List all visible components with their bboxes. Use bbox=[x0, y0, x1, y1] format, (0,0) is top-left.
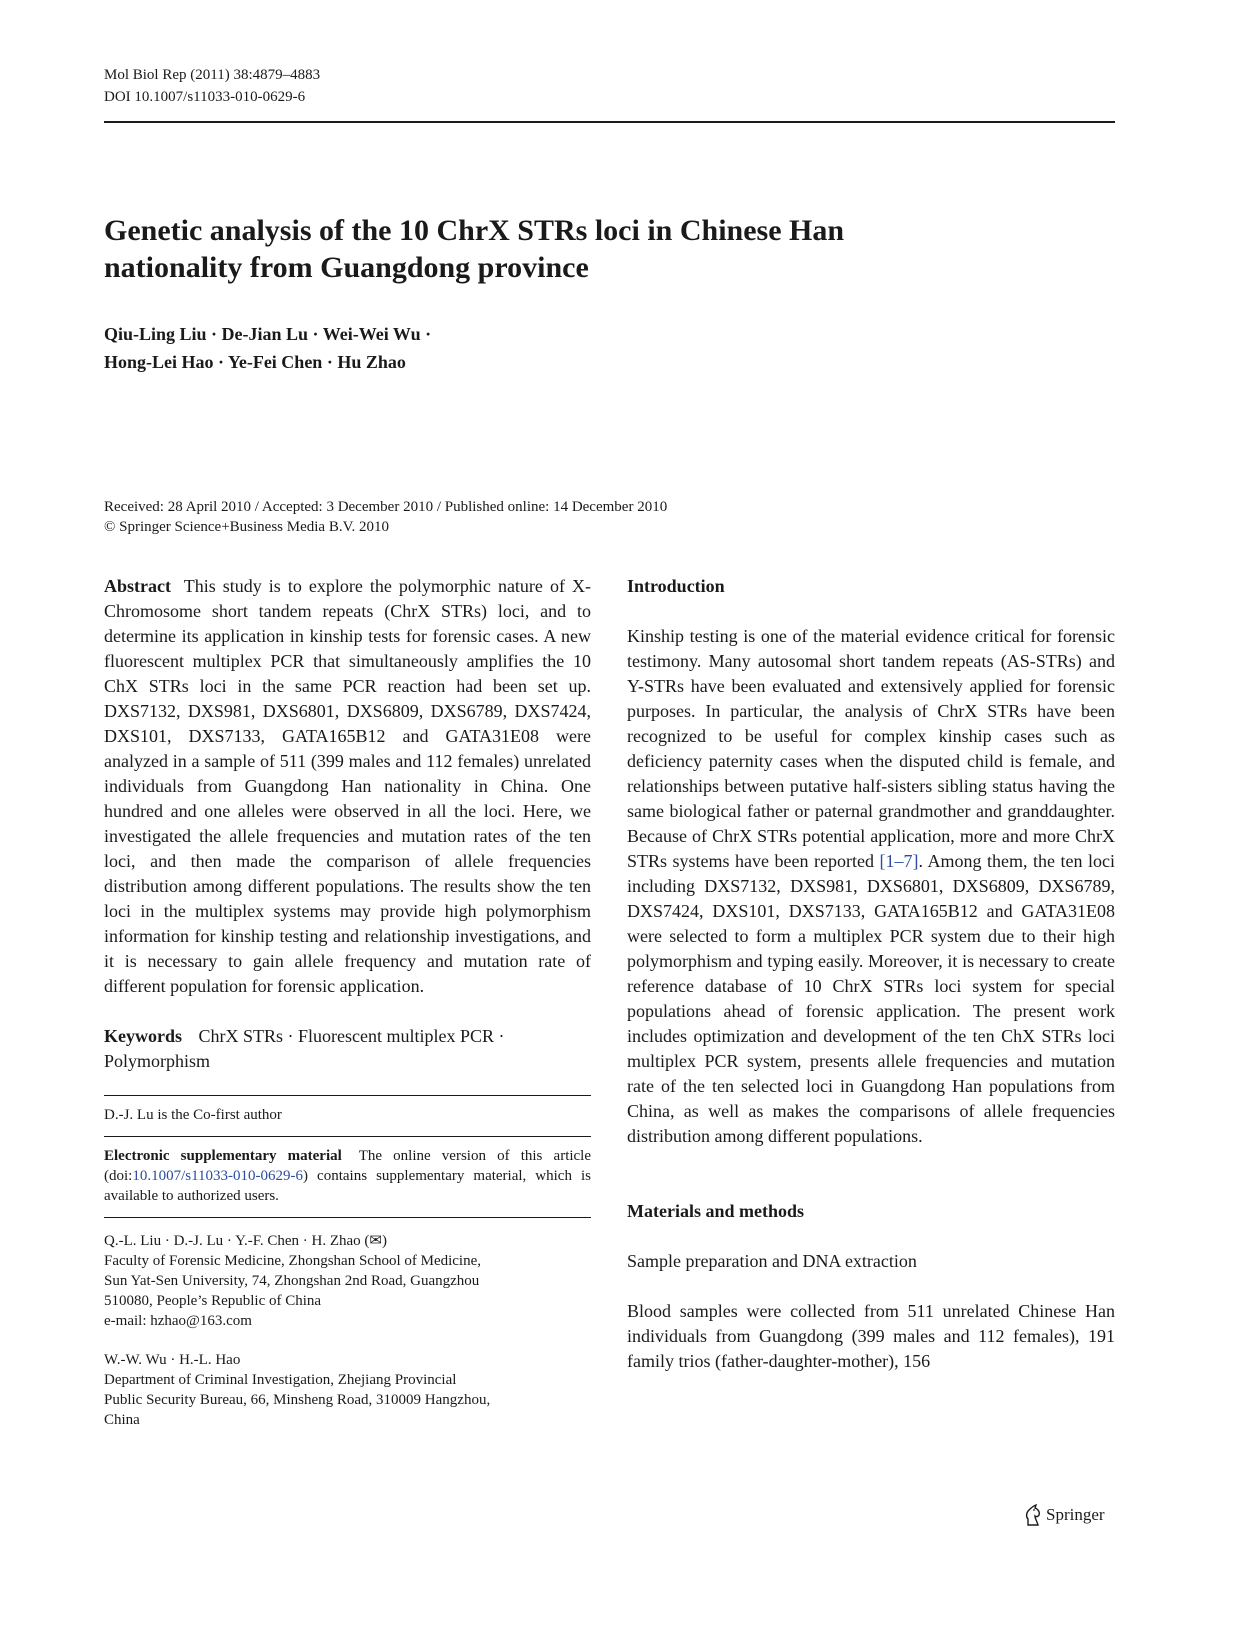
intro-citation-link[interactable]: [1–7] bbox=[879, 851, 919, 871]
esm-note bbox=[104, 1146, 591, 1206]
publication-dates: Received: 28 April 2010 / Accepted: 3 December 2010 / Published online: 14 December 2010 bbox=[104, 499, 668, 515]
methods-heading: Materials and methods bbox=[627, 1201, 804, 1221]
header-rule bbox=[104, 121, 1115, 123]
keywords-label: Keywords bbox=[104, 1026, 182, 1046]
esm-label: Electronic supplementary material bbox=[104, 1148, 342, 1164]
esm-text-1: The online version of this article (doi: bbox=[104, 1148, 592, 1184]
introduction-heading: Introduction bbox=[627, 576, 725, 596]
aff1-email[interactable]: e-mail: hzhao@163.com bbox=[104, 1313, 252, 1329]
springer-logo bbox=[1024, 1504, 1105, 1526]
affiliation-2 bbox=[104, 1350, 591, 1430]
aff1-authors: Q.-L. Liu · D.-J. Lu · Y.-F. Chen · H. Zhao (✉) bbox=[104, 1233, 387, 1249]
aff2-authors: W.-W. Wu · H.-L. Hao bbox=[104, 1352, 241, 1368]
esm-doi-link[interactable]: 10.1007/s11033-010-0629-6 bbox=[132, 1168, 304, 1184]
aff1-line-2: Sun Yat-Sen University, 74, Zhongshan 2nd Road, Guangzhou bbox=[104, 1273, 480, 1289]
aff1-line-3: 510080, People’s Republic of China bbox=[104, 1293, 322, 1309]
copyright: © Springer Science+Business Media B.V. 2010 bbox=[104, 519, 389, 535]
intro-text-part-2: . Among them, the ten loci including DXS7132, DXS981, DXS6801, DXS6809, DXS6789, DXS7424, DXS101, DXS7133, GATA165B12 and GATA31E08 were selected to form a multiplex PCR system due to their high polymorphism and typing easily. Moreover, it is necessary to create reference database of 10 ChrX STRs loci system for special populations ahead of forensic application. The present work includes optimization and development of the ten ChX STRs loci multiplex PCR system, presents allele frequencies and mutation rate of the ten selected loci in Guangdong Han populations from China, as well as makes the comparisons of allele frequencies distribution among different populations. bbox=[627, 851, 1115, 1146]
aff1-line-1: Faculty of Forensic Medicine, Zhongshan School of Medicine, bbox=[104, 1253, 482, 1269]
springer-wordmark: Springer bbox=[1046, 1505, 1105, 1524]
abstract-label: Abstract bbox=[104, 576, 171, 596]
title-line-2: nationality from Guangdong province bbox=[104, 251, 589, 284]
abstract bbox=[104, 574, 591, 999]
cofirst-note: D.-J. Lu is the Co-first author bbox=[104, 1107, 282, 1123]
affiliations bbox=[104, 1217, 591, 1430]
author-list bbox=[104, 320, 431, 376]
methods-text: Blood samples were collected from 511 unrelated Chinese Han individuals from Guangdong (399 males and 112 females), 191 family trios (father-daughter-mother), 156 bbox=[627, 1301, 1115, 1371]
intro-text-part-1: Kinship testing is one of the material evidence critical for forensic testimony. Many autosomal short tandem repeats (AS-STRs) and Y-STRs have been evaluated and extensively applied for forensic purposes. In particular, the analysis of ChrX STRs have been recognized to be useful for complex kinship cases such as deficiency paternity cases when the disputed child is female, and relationships between putative half-sisters sibling status having the same biological father or paternal grandmother and granddaughter. Because of ChrX STRs potential application, more and more ChrX STRs systems have been reported bbox=[627, 626, 1115, 871]
affiliation-1 bbox=[104, 1231, 591, 1331]
keywords-text: ChrX STRs · Fluorescent multiplex PCR · Polymorphism bbox=[104, 1026, 505, 1071]
authors-line-1: Qiu-Ling Liu · De-Jian Lu · Wei-Wei Wu · bbox=[104, 324, 432, 344]
journal-reference: Mol Biol Rep (2011) 38:4879–4883 bbox=[104, 67, 321, 83]
aff2-line-3: China bbox=[104, 1412, 140, 1428]
doi-line: DOI 10.1007/s11033-010-0629-6 bbox=[104, 89, 306, 105]
introduction-text bbox=[627, 624, 1115, 1149]
right-column bbox=[627, 574, 1115, 1374]
springer-knight-icon bbox=[1024, 1504, 1042, 1526]
cofirst-note-block bbox=[104, 1095, 591, 1125]
authors-line-2: Hong-Lei Hao · Ye-Fei Chen · Hu Zhao bbox=[104, 352, 406, 372]
keywords bbox=[104, 1024, 591, 1074]
left-column bbox=[104, 574, 591, 1430]
aff2-line-1: Department of Criminal Investigation, Zhejiang Provincial bbox=[104, 1372, 457, 1388]
esm-text-2: ) contains supplementary material, which is available to authorized users. bbox=[104, 1168, 591, 1204]
title-line-1: Genetic analysis of the 10 ChrX STRs loci in Chinese Han bbox=[104, 214, 845, 247]
article-title bbox=[104, 212, 844, 286]
methods-subheading: Sample preparation and DNA extraction bbox=[627, 1251, 917, 1271]
aff2-line-2: Public Security Bureau, 66, Minsheng Road, 310009 Hangzhou, bbox=[104, 1392, 491, 1408]
abstract-text: This study is to explore the polymorphic nature of X-Chromosome short tandem repeats (ChrX STRs) loci, and to determine its application in kinship tests for forensic cases. A new fluorescent multiplex PCR that simultaneously amplifies the 10 ChX STRs loci in the same PCR reaction had been set up. DXS7132, DXS981, DXS6801, DXS6809, DXS6789, DXS7424, DXS101, DXS7133, GATA165B12 and GATA31E08 were analyzed in a sample of 511 (399 males and 112 females) unrelated individuals from Guangdong Han nationality in China. One hundred and one alleles were observed in all the loci. Here, we investigated the allele frequencies and mutation rates of the ten loci, and then made the comparison of allele frequencies distribution among different populations. The results show the ten loci in the multiplex systems may provide high polymorphism information for kinship testing and relationship investigations, and it is necessary to gain allele frequency and mutation rate of different population for forensic application. bbox=[104, 576, 591, 996]
esm-note-block bbox=[104, 1136, 591, 1206]
